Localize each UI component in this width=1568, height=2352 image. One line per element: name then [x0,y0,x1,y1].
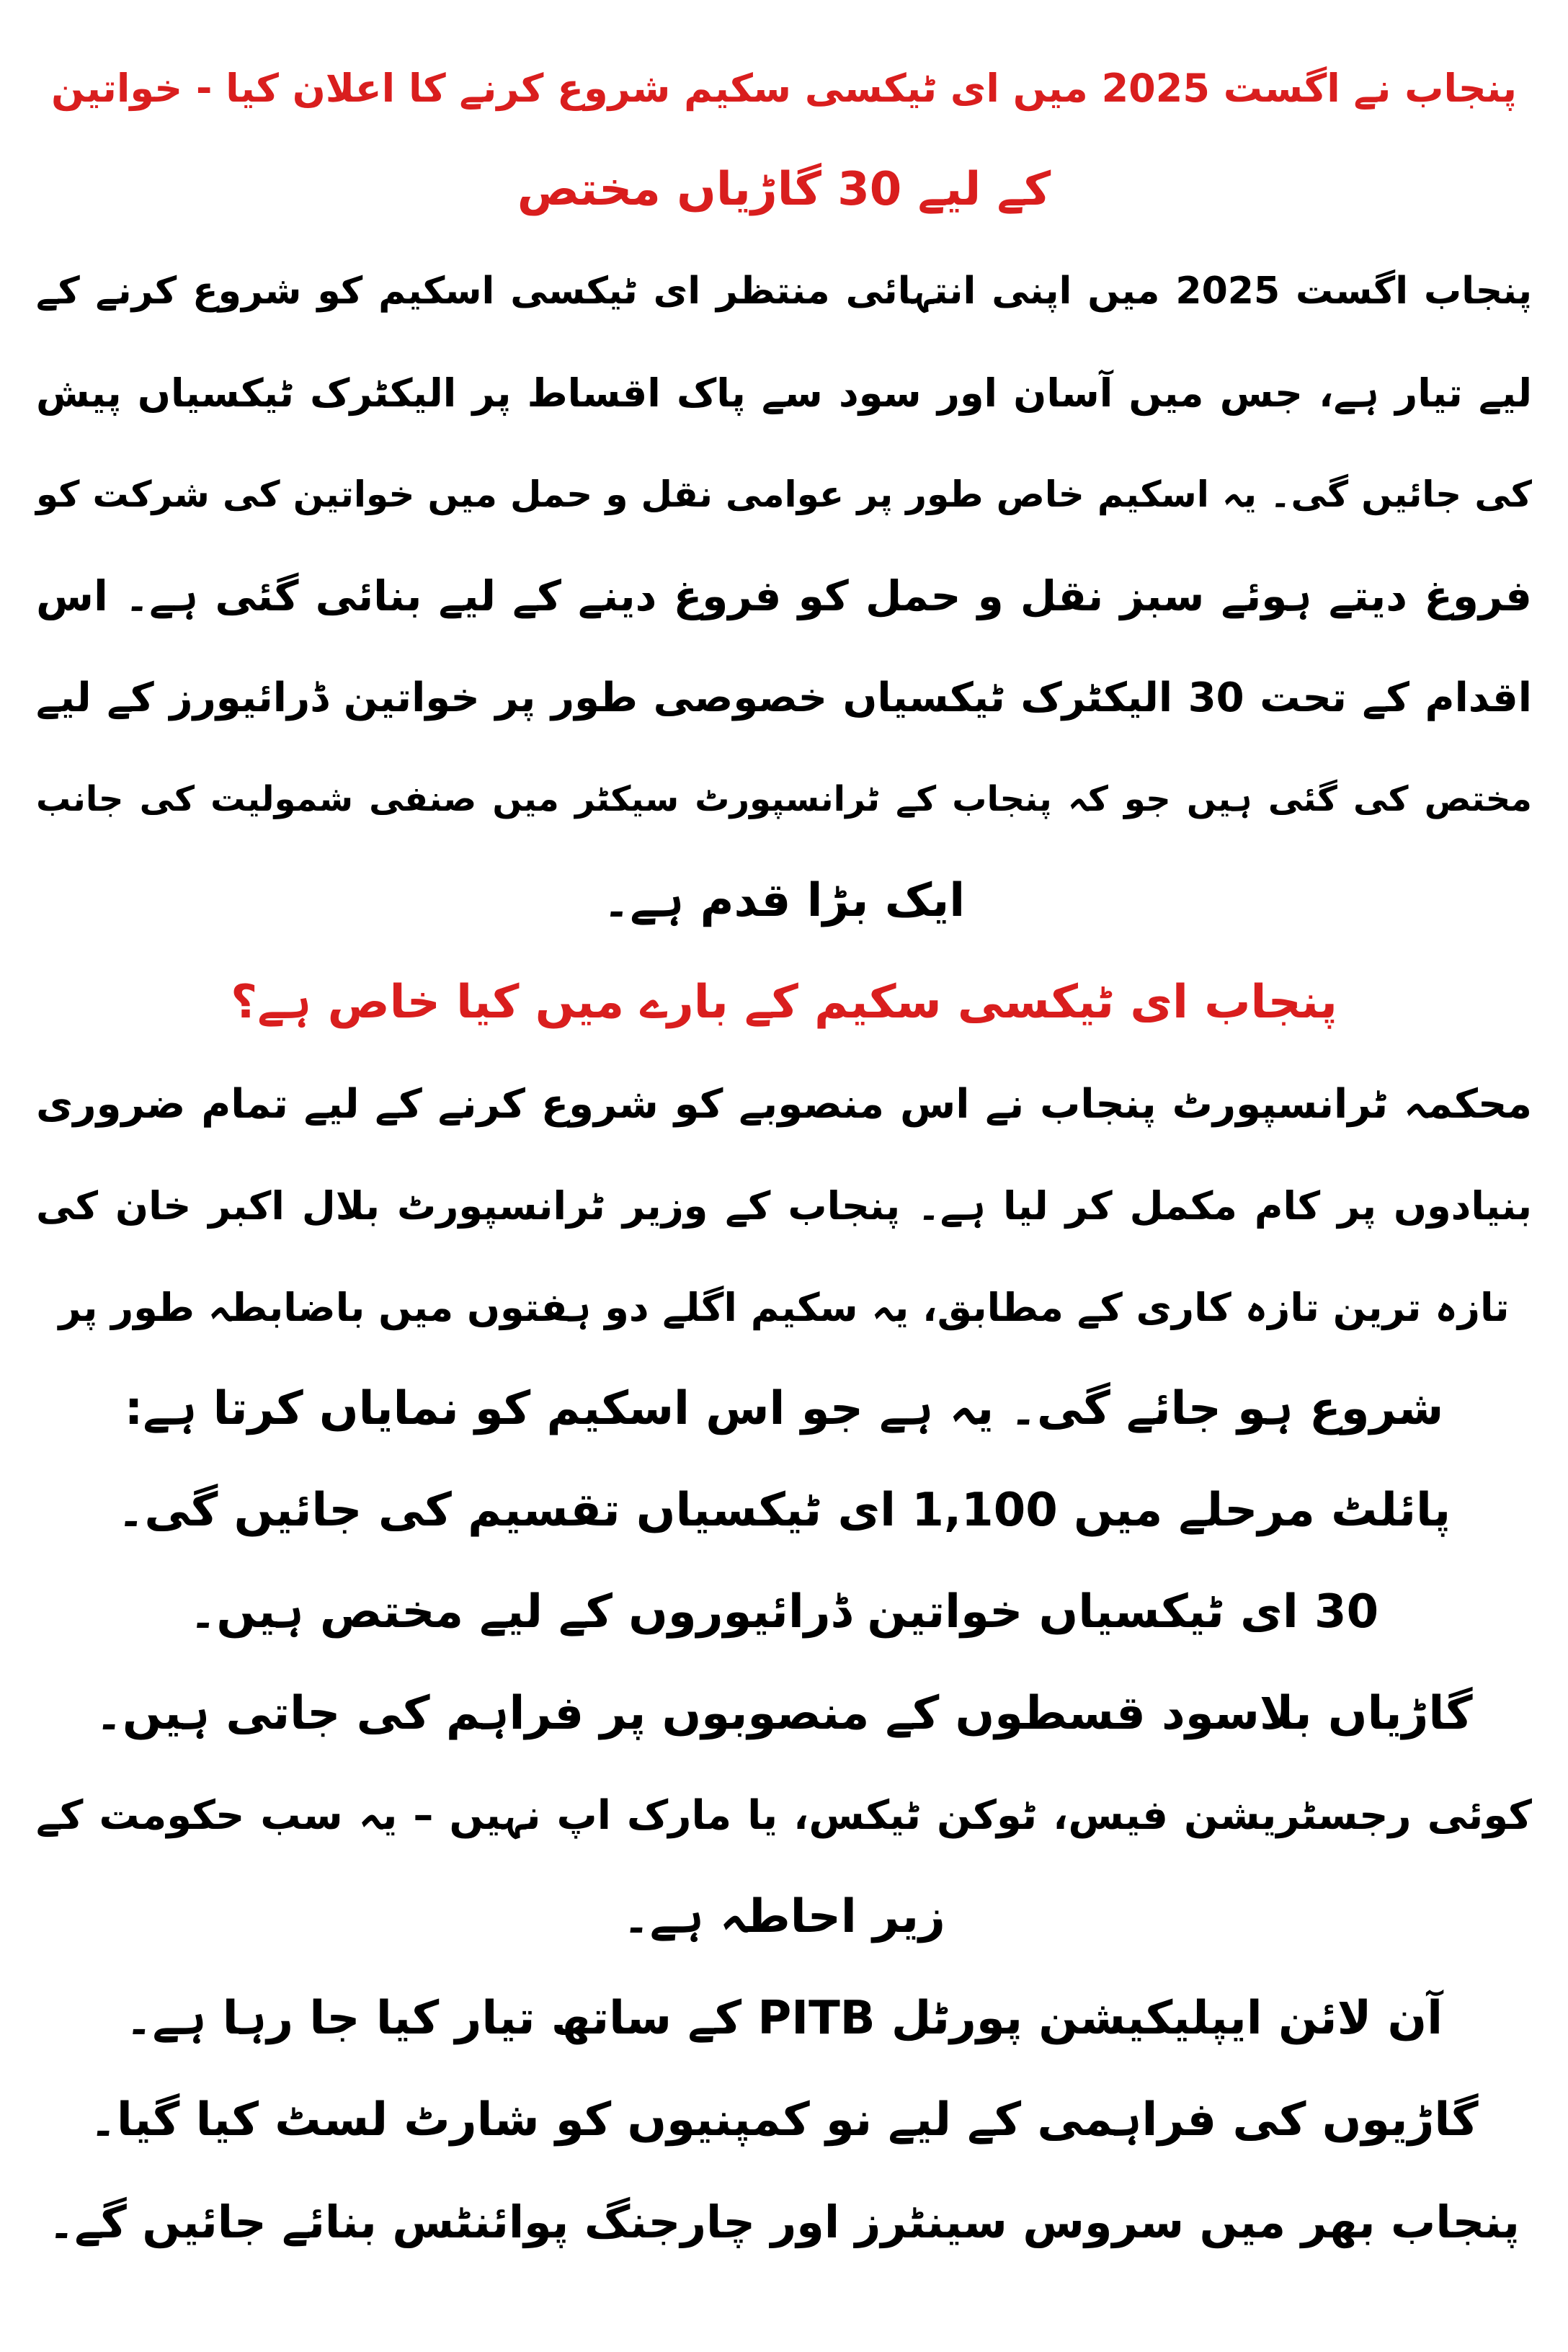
feature-item: پائلٹ مرحلے میں 1,100 ای ٹیکسیاں تقسیم کی جائیں گی۔ [117,1484,1451,1537]
feature-item: کوئی رجسٹریشن فیس، ٹوکن ٹیکس، یا مارک اپ نہیں – یہ سب حکومت کے [36,1792,1532,1839]
feature-item: آن لائن ایپلیکیشن پورٹل PITB کے ساتھ تیار کیا جا رہا ہے۔ [125,1992,1443,2045]
feature-item: پنجاب بھر میں سروس سینٹرز اور چارجنگ پوائنٹس بنائے جائیں گے۔ [48,2196,1520,2248]
intro-line: کی جائیں گی۔ یہ اسکیم خاص طور پر عوامی نقل و حمل میں خواتین کی شرکت کو [36,473,1532,515]
section-body-line: بنیادوں پر کام مکمل کر لیا ہے۔ پنجاب کے وزیر ٹرانسپورٹ بلال اکبر خان کی [36,1183,1532,1229]
intro-line: پنجاب اگست 2025 میں اپنی انتہائی منتظر ای ٹیکسی اسکیم کو شروع کرنے کے [36,270,1532,313]
feature-item: گاڑیاں بلاسود قسطوں کے منصوبوں پر فراہم کی جاتی ہیں۔ [95,1687,1473,1740]
feature-item: 30 ای ٹیکسیاں خواتین ڈرائیوروں کے لیے مختص ہیں۔ [189,1585,1379,1639]
section-heading: پنجاب ای ٹیکسی سکیم کے بارے میں کیا خاص ہے؟ [231,976,1337,1029]
section-body-line: تازہ ترین تازہ کاری کے مطابق، یہ سکیم اگلے دو ہفتوں میں باضابطہ طور پر [58,1285,1510,1330]
intro-line: فروغ دیتے ہوئے سبز نقل و حمل کو فروغ دینے کے لیے بنائی گئی ہے۔ اس [36,571,1532,620]
section-body-line: محکمہ ٹرانسپورٹ پنجاب نے اس منصوبے کو شروع کرنے کے لیے تمام ضروری [36,1081,1532,1128]
feature-item: زیر احاطہ ہے۔ [623,1890,945,1943]
section-body-line: شروع ہو جائے گی۔ یہ ہے جو اس اسکیم کو نمایاں کرتا ہے: [124,1382,1444,1435]
article-title-line-1: پنجاب نے اگست 2025 میں ای ٹیکسی سکیم شروع کرنے کا اعلان کیا - خواتین [50,66,1518,111]
intro-line: لیے تیار ہے، جس میں آسان اور سود سے پاک اقساط پر الیکٹرک ٹیکسیاں پیش [36,370,1532,416]
article [36,37,1532,2273]
intro-line: اقدام کے تحت 30 الیکٹرک ٹیکسیاں خصوصی طور پر خواتین ڈرائیورز کے لیے [36,674,1532,721]
feature-item: گاڑیوں کی فراہمی کے لیے نو کمپنیوں کو شارٹ لسٹ کیا گیا۔ [89,2093,1479,2147]
article-title-line-2: کے لیے 30 گاڑیاں مختص [517,163,1051,216]
intro-line: ایک بڑا قدم ہے۔ [602,874,966,927]
intro-line: مختص کی گئی ہیں جو کہ پنجاب کے ٹرانسپورٹ سیکٹر میں صنفی شمولیت کی جانب [36,779,1532,819]
